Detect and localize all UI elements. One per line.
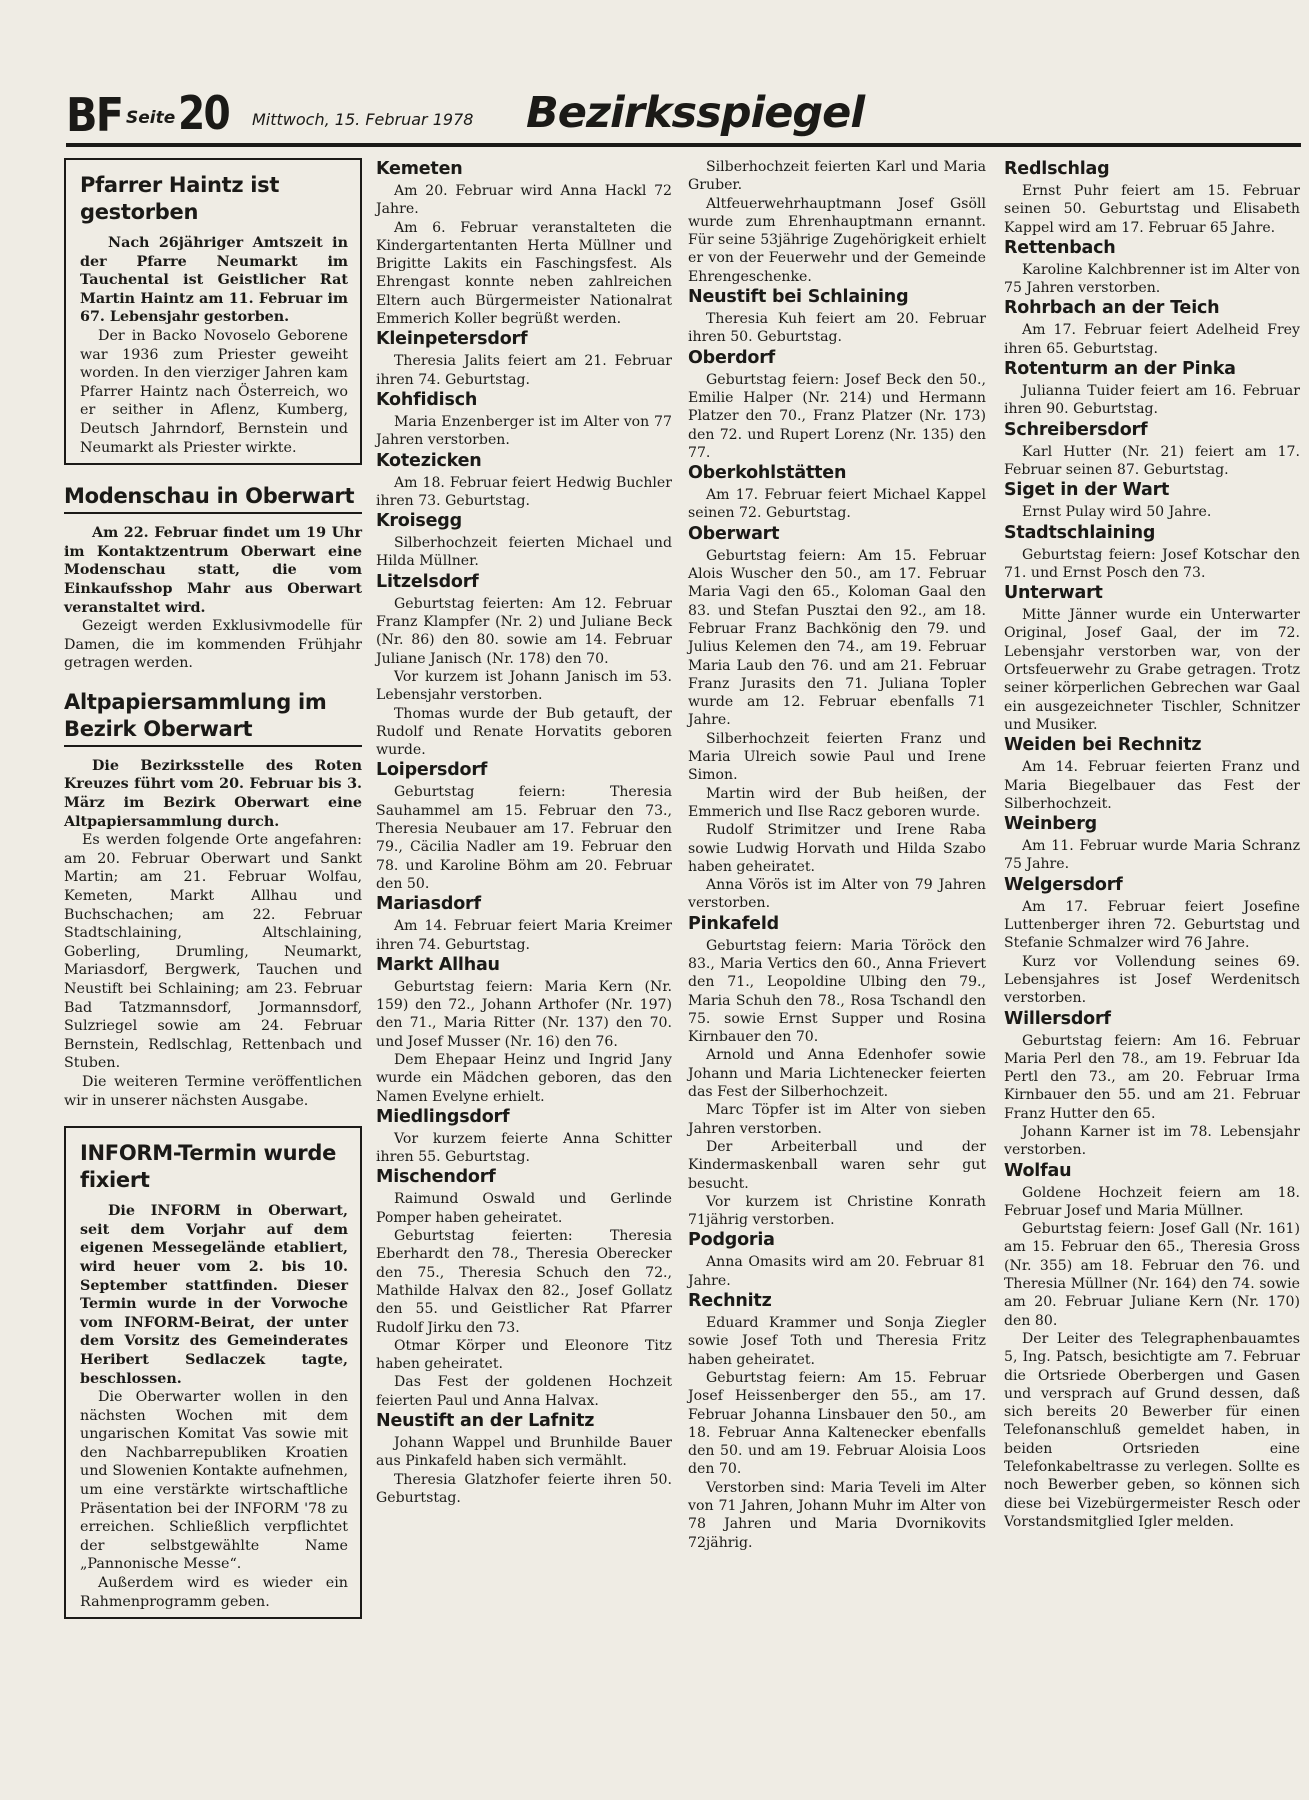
town-paragraph: Der Leiter des Telegraphenbauamtes 5, Ing. Patsch, besichtigte am 7. Februar die Ortsriede Oberbergen und Gasen und versprach auf Grund dessen, daß sich bereits 20 Bewerber für einen Telefonanschluß gemeldet haben, in beiden Ortsrieden eine Telefonkabeltrasse zu verlegen. Sollte es noch Bewerber geben, so können sich diese bei Vizebürgermeister Resch oder Vorstandsmitglied Igler melden. — [1004, 1330, 1300, 1530]
town-paragraph: Anna Vörös ist im Alter von 79 Jahren verstorben. — [688, 877, 986, 912]
town-heading: Willersdorf — [1004, 1008, 1111, 1029]
town-paragraph: Johann Karner ist im 78. Lebensjahr verstorben. — [1004, 1123, 1300, 1159]
town-entry — [376, 450, 672, 511]
town-paragraph: Kurz vor Vollendung seines 69. Lebensjahres ist Josef Werdenitsch verstorben. — [1004, 953, 1300, 1007]
body-altpapier-1: Es werden folgende Orte angefahren: am 20. Februar Oberwart und Sankt Martin; am 21. Februar Wolfau, Kemeten, Markt Allhau und Buchschachen; am 22. Februar Stadtschlaining, Altschlaining, Goberling, Drumling, Neumarkt, Mariasdorf, Bergwerk, Tauchen und Neustift bei Schlaining; am 23. Februar Bad Tatzmannsdorf, Jormannsdorf, Sulzriegel sowie am 24. Februar Bernstein, Redlschlag, Rettenbach und Stuben. — [64, 832, 362, 1072]
town-entry — [688, 1290, 986, 1552]
town-paragraph: Julianna Tuider feiert am 16. Februar ihren 90. Geburtstag. — [1004, 383, 1300, 418]
town-heading: Loipersdorf — [376, 760, 488, 781]
town-paragraph: Theresia Kuh feiert am 20. Februar ihren 50. Geburtstag. — [688, 311, 986, 346]
town-entry — [376, 158, 672, 328]
town-paragraph: Silberhochzeit feierten Franz und Maria Ulreich sowie Paul und Irene Simon. — [688, 730, 986, 784]
town-heading: Weiden bei Rechnitz — [1004, 735, 1202, 756]
town-heading: Kotezicken — [376, 450, 482, 471]
town-heading: Oberwart — [688, 523, 780, 544]
town-entry — [1004, 522, 1300, 583]
town-entry — [376, 328, 672, 389]
town-heading: Stadtschlaining — [1004, 522, 1156, 543]
headline-modenschau: Modenschau in Oberwart — [64, 483, 362, 514]
town-paragraph: Geburtstag feiern: Josef Beck den 50., Emilie Halper (Nr. 214) und Hermann Platzer den 70., Franz Platzer (Nr. 173) den 72. und Rupert Lorenz (Nr. 135) den 77. — [688, 371, 986, 461]
town-entry — [1004, 158, 1300, 237]
town-paragraph: Vor kurzem feierte Anna Schitter ihren 55. Geburtstag. — [376, 1130, 672, 1166]
town-heading: Litzelsdorf — [376, 571, 479, 592]
body-altpapier-2: Die weiteren Termine veröffentlichen wir in unserer nächsten Ausgabe. — [64, 1073, 362, 1109]
town-paragraph: Goldene Hochzeit feiern am 18. Februar Josef und Maria Müllner. — [1004, 1184, 1300, 1219]
headline-haintz: Pfarrer Haintz ist gestorben — [80, 173, 280, 224]
town-entry — [1004, 358, 1300, 419]
article-inform — [64, 1126, 362, 1619]
town-paragraph: Geburtstag feiern: Theresia Sauhammel am 15. Februar den 73., Theresia Neubauer am 17. Februar den 79., Cäcilia Nadler am 19. Februar den 78. und Karoline Böhm am 20. Februar den 50. — [376, 784, 672, 892]
town-entry — [688, 913, 986, 1230]
town-paragraph: Theresia Jalits feiert am 21. Februar ihren 74. Geburtstag. — [376, 353, 672, 388]
town-heading: Miedlingsdorf — [376, 1106, 510, 1127]
town-entry — [376, 389, 672, 450]
town-heading: Kemeten — [376, 159, 463, 179]
town-heading: Rechnitz — [688, 1291, 772, 1312]
town-entry — [376, 1410, 672, 1507]
town-paragraph: Marc Töpfer ist im Alter von sieben Jahren verstorben. — [688, 1102, 986, 1137]
page-number: 20 — [178, 86, 230, 140]
town-paragraph: Anna Omasits wird am 20. Februar 81 Jahre. — [688, 1254, 986, 1289]
town-paragraph: Am 17. Februar feiert Adelheid Frey ihren 65. Geburtstag. — [1004, 322, 1300, 357]
town-paragraph: Rudolf Strimitzer und Irene Raba sowie Ludwig Horvath und Hilda Szabo haben geheiratet. — [688, 822, 986, 875]
masthead-rule — [66, 143, 1301, 147]
town-heading: Rettenbach — [1004, 237, 1116, 258]
town-entry — [688, 1229, 986, 1290]
town-paragraph: Ernst Puhr feiert am 15. Februar seinen 50. Geburtstag und Elisabeth Kappel wird am 17. Februar 65 Jahre. — [1004, 183, 1300, 236]
town-paragraph: Am 17. Februar feiert Michael Kappel seinen 72. Geburtstag. — [688, 487, 986, 522]
body-inform-1: Die Oberwarter wollen in den nächsten Wochen mit dem ungarischen Komitat Vas sowie mit den Nachbarrepubliken Kroatien und Slowenien Kontakte aufnehmen, um eine verstärkte wirtschaftliche Präsentation bei der INFORM '78 zu erreichen. Schließlich verpflichtet der selbstgewählte Name „Pannonische Messe“. — [80, 1389, 348, 1573]
town-entry — [688, 523, 986, 913]
town-paragraph: Der Arbeiterball und der Kindermaskenball waren sehr gut besucht. — [688, 1138, 986, 1192]
town-heading: Mariasdorf — [376, 894, 481, 915]
town-paragraph: Am 6. Februar veranstalteten die Kindergartentanten Herta Müllner und Brigitte Lakits ein Faschingsfest. Als Ehrengast konnte neben zahlreichen Eltern auch Bürgermeister Nationalrat Emmerich Koller begrüßt werden. — [376, 219, 672, 328]
town-heading: Kohfidisch — [376, 389, 478, 410]
town-paragraph: Dem Ehepaar Heinz und Ingrid Jany wurde ein Mädchen geboren, das den Namen Evelyne erhielt. — [376, 1051, 672, 1105]
town-paragraph: Das Fest der goldenen Hochzeit feierten Paul und Anna Halvax. — [376, 1374, 672, 1409]
town-paragraph: Geburtstag feiern: Am 16. Februar Maria Perl den 78., am 19. Februar Ida Pertl den 73., am 20. Februar Irma Kirnbauer den 55. und am 21. Februar Franz Hutter den 65. — [1004, 1032, 1300, 1122]
town-paragraph: Geburtstag feiern: Am 15. Februar Alois Wuscher den 50., am 17. Februar Maria Vagi den 65., Koloman Gaal den 83. und Stefan Pusztai den 92., am 18. Februar Franz Bachkönig den 79. und Julius Kelemen den 74., am 19. Februar Maria Laub den 76. und am 21. Februar Franz Jurasits den 71. Juliana Topler wurde am 12. Februar ebenfalls 71 Jahre. — [688, 547, 986, 729]
town-paragraph: Eduard Krammer und Sonja Ziegler sowie Josef Toth und Theresia Fritz haben geheiratet. — [688, 1315, 986, 1368]
town-paragraph: Am 20. Februar wird Anna Hackl 72 Jahre. — [376, 183, 672, 218]
column-1 — [64, 158, 362, 1635]
town-entry — [376, 954, 672, 1106]
town-heading: Schreibersdorf — [1004, 419, 1148, 440]
town-entry — [376, 510, 672, 571]
body-inform-2: Außerdem wird es wieder ein Rahmenprogramm geben. — [80, 1575, 348, 1610]
town-paragraph: Am 14. Februar feierten Franz und Maria Biegelbauer das Fest der Silberhochzeit. — [1004, 759, 1300, 812]
town-heading: Wolfau — [1004, 1160, 1072, 1181]
town-heading: Welgersdorf — [1004, 874, 1123, 895]
town-heading: Neustift bei Schlaining — [688, 287, 909, 308]
town-paragraph: Vor kurzem ist Johann Janisch im 53. Lebensjahr verstorben. — [376, 668, 672, 704]
body-modenschau: Gezeigt werden Exklusivmodelle für Damen, die im kommenden Frühjahr getragen werden. — [64, 618, 362, 672]
town-paragraph: Mitte Jänner wurde ein Unterwarter Original, Josef Gaal, der im 72. Lebensjahr verstorben war, von der Ortsfeuerwehr zu Grabe getragen. Trotz seiner körperlichen Gebrechen war Gaal ein ausgezeichneter Tischler, Schnitzer und Musiker. — [1004, 607, 1300, 733]
article-altpapier — [64, 689, 362, 1110]
page-label: Seite — [126, 108, 176, 128]
lead-haintz: Nach 26jähriger Amtszeit in der Pfarre Neumarkt im Tauchental ist Geistlicher Rat Martin Haintz am 11. Februar im 67. Lebensjahr gestorben. — [80, 235, 348, 326]
headline-inform: INFORM-Termin wurde fixiert — [80, 1141, 337, 1193]
town-entry — [1004, 297, 1300, 358]
issue-date: Mittwoch, 15. Februar 1978 — [252, 110, 474, 129]
lead-modenschau: Am 22. Februar findet um 19 Uhr im Kontaktzentrum Oberwart eine Modenschau statt, die vom Einkaufsshop Mahr aus Oberwart veranstaltet wird. — [64, 525, 362, 616]
town-paragraph: Silberhochzeit feierten Michael und Hilda Müllner. — [376, 535, 672, 570]
town-entry — [688, 286, 986, 347]
town-paragraph: Johann Wappel und Brunhilde Bauer aus Pinkafeld haben sich vermählt. — [376, 1435, 672, 1470]
column-3 — [688, 158, 986, 1552]
town-paragraph: Verstorben sind: Maria Teveli im Alter von 71 Jahren, Johann Muhr im Alter von 78 Jahren und Maria Dvornikovits 72jährig. — [688, 1479, 986, 1551]
town-heading: Oberdorf — [688, 347, 776, 368]
town-heading: Mischendorf — [376, 1167, 496, 1188]
town-entry — [376, 759, 672, 893]
town-paragraph: Geburtstag feierten: Am 12. Februar Franz Klampfer (Nr. 2) und Juliane Beck (Nr. 86) den 80. sowie am 14. Februar Juliane Janisch (Nr. 178) den 70. — [376, 595, 672, 667]
town-paragraph: Geburtstag feiern: Josef Kotschar den 71. und Ernst Posch den 73. — [1004, 546, 1300, 581]
town-heading: Unterwart — [1004, 583, 1103, 604]
town-paragraph: Maria Enzenberger ist im Alter von 77 Jahren verstorben. — [376, 413, 672, 449]
town-paragraph: Raimund Oswald und Gerlinde Pomper haben geheiratet. — [376, 1191, 672, 1226]
town-entry — [1004, 734, 1300, 813]
town-paragraph: Altfeuerwehrhauptmann Josef Gsöll wurde zum Ehrenhauptmann ernannt. Für seine 53jährige Zugehörigkeit erhielt er von der Feuerwehr und der Gemeinde Ehrengeschenke. — [688, 195, 986, 285]
article-haintz — [64, 158, 362, 465]
town-heading: Rotenturm an der Pinka — [1004, 359, 1236, 380]
town-paragraph: Am 14. Februar feiert Maria Kreimer ihren 74. Geburtstag. — [376, 918, 672, 953]
town-entry — [376, 571, 672, 760]
town-entry — [688, 158, 986, 286]
town-heading: Siget in der Wart — [1004, 480, 1170, 501]
town-entry — [1004, 237, 1300, 298]
masthead — [66, 86, 1301, 144]
town-entry — [1004, 1008, 1300, 1160]
town-entry — [376, 1166, 672, 1410]
town-paragraph: Vor kurzem ist Christine Konrath 71jährig verstorben. — [688, 1193, 986, 1229]
column-2 — [376, 158, 672, 1507]
section-title: Bezirksspiegel — [526, 88, 865, 138]
lead-altpapier: Die Bezirksstelle des Roten Kreuzes führt vom 20. Februar bis 3. März im Bezirk Oberwart eine Altpapiersammlung durch. — [64, 757, 362, 830]
town-paragraph: Geburtstag feiern: Maria Töröck den 83., Maria Vertics den 60., Anna Frievert den 71., Leopoldine Ulbing den 79., Maria Schuh den 78., Rosa Tschandl den 75. sowie Ernst Supper und Rosina Kirnbauer den 70. — [688, 937, 986, 1046]
town-paragraph: Geburtstag feierten: Theresia Eberhardt den 78., Theresia Oberecker den 75., Theresia Schuch den 72., Mathilde Halvax den 82., Josef Gollatz den 55. und Geistlicher Rat Pfarrer Rudolf Jirku den 73. — [376, 1228, 672, 1336]
town-heading: Redlschlag — [1004, 159, 1110, 179]
town-entry — [1004, 419, 1300, 480]
headline-altpapier: Altpapiersammlung im Bezirk Oberwart — [64, 689, 362, 747]
town-paragraph: Geburtstag feiern: Maria Kern (Nr. 159) den 72., Johann Arthofer (Nr. 197) den 71., Maria Ritter (Nr. 137) den 70. und Josef Musser (Nr. 16) den 76. — [376, 978, 672, 1050]
town-heading: Markt Allhau — [376, 954, 500, 975]
town-paragraph: Am 11. Februar wurde Maria Schranz 75 Jahre. — [1004, 838, 1300, 873]
town-paragraph: Theresia Glatzhofer feierte ihren 50. Geburtstag. — [376, 1471, 672, 1506]
town-entry — [1004, 1160, 1300, 1532]
town-entry — [376, 1106, 672, 1167]
town-paragraph: Karoline Kalchbrenner ist im Alter von 75 Jahren verstorben. — [1004, 261, 1300, 297]
town-paragraph: Thomas wurde der Bub getauft, der Rudolf und Renate Horvatits geboren wurde. — [376, 705, 672, 759]
lead-inform: Die INFORM in Oberwart, seit dem Vorjahr auf dem eigenen Messegelände etabliert, wird heuer vom 2. bis 10. September stattfinden. Dieser Termin wurde in der Vorwoche vom INFORM-Beirat, der unter dem Vorsitz des Gemeinderates Heribert Sedlaczek tagte, beschlossen. — [80, 1203, 348, 1387]
town-entry — [1004, 813, 1300, 874]
town-paragraph: Geburtstag feiern: Am 15. Februar Josef Heissenberger den 55., am 17. Februar Johanna Linsbauer den 50., am 18. Februar Anna Kaltenecker ebenfalls den 50. und am 19. Februar Aloisia Loos den 70. — [688, 1369, 986, 1478]
town-paragraph: Silberhochzeit feierten Karl und Maria Gruber. — [688, 159, 986, 194]
town-entry — [1004, 874, 1300, 1008]
article-modenschau — [64, 483, 362, 673]
town-entry — [688, 462, 986, 523]
town-heading: Kleinpetersdorf — [376, 329, 528, 350]
body-haintz: Der in Backo Novoselo Geborene war 1936 zum Priester geweiht worden. In den vierziger Jahren kam Pfarrer Haintz nach Österreich, wo er seither in Aflenz, Kumberg, Deutsch Jahrndorf, Bernstein und Neumarkt als Priester wirkte. — [80, 327, 348, 456]
town-heading: Podgoria — [688, 1230, 775, 1251]
town-paragraph: Ernst Pulay wird 50 Jahre. — [1022, 504, 1212, 521]
town-paragraph: Otmar Körper und Eleonore Titz haben geheiratet. — [376, 1337, 672, 1373]
town-entry — [688, 347, 986, 462]
town-paragraph: Geburtstag feiern: Josef Gall (Nr. 161) am 15. Februar den 65., Theresia Gross (Nr. 355) am 18. Februar den 76. und Theresia Müllner (Nr. 164) den 74. sowie am 20. Februar Juliane Kern (Nr. 170) den 80. — [1004, 1221, 1300, 1329]
town-entry — [1004, 582, 1300, 734]
town-entry — [1004, 479, 1300, 521]
town-heading: Oberkohlstätten — [688, 463, 847, 484]
town-paragraph: Arnold und Anna Edenhofer sowie Johann und Maria Lichtenecker feierten das Fest der Silberhochzeit. — [688, 1047, 986, 1101]
town-heading: Neustift an der Lafnitz — [376, 1411, 595, 1432]
column-4 — [1004, 158, 1300, 1531]
town-heading: Weinberg — [1004, 814, 1097, 835]
town-heading: Kroisegg — [376, 511, 462, 532]
town-paragraph: Karl Hutter (Nr. 21) feiert am 17. Februar seinen 87. Geburtstag. — [1004, 443, 1300, 478]
town-heading: Pinkafeld — [688, 913, 779, 934]
town-heading: Rohrbach an der Teich — [1004, 298, 1220, 319]
town-paragraph: Martin wird der Bub heißen, der Emmerich und Ilse Racz geboren wurde. — [688, 785, 986, 820]
town-paragraph: Am 17. Februar feiert Josefine Luttenberger ihren 72. Geburtstag und Stefanie Schmalzer wird 76 Jahre. — [1004, 898, 1300, 952]
paper-logo: BF — [66, 88, 123, 142]
town-entry — [376, 893, 672, 954]
town-paragraph: Am 18. Februar feiert Hedwig Buchler ihren 73. Geburtstag. — [376, 474, 672, 509]
